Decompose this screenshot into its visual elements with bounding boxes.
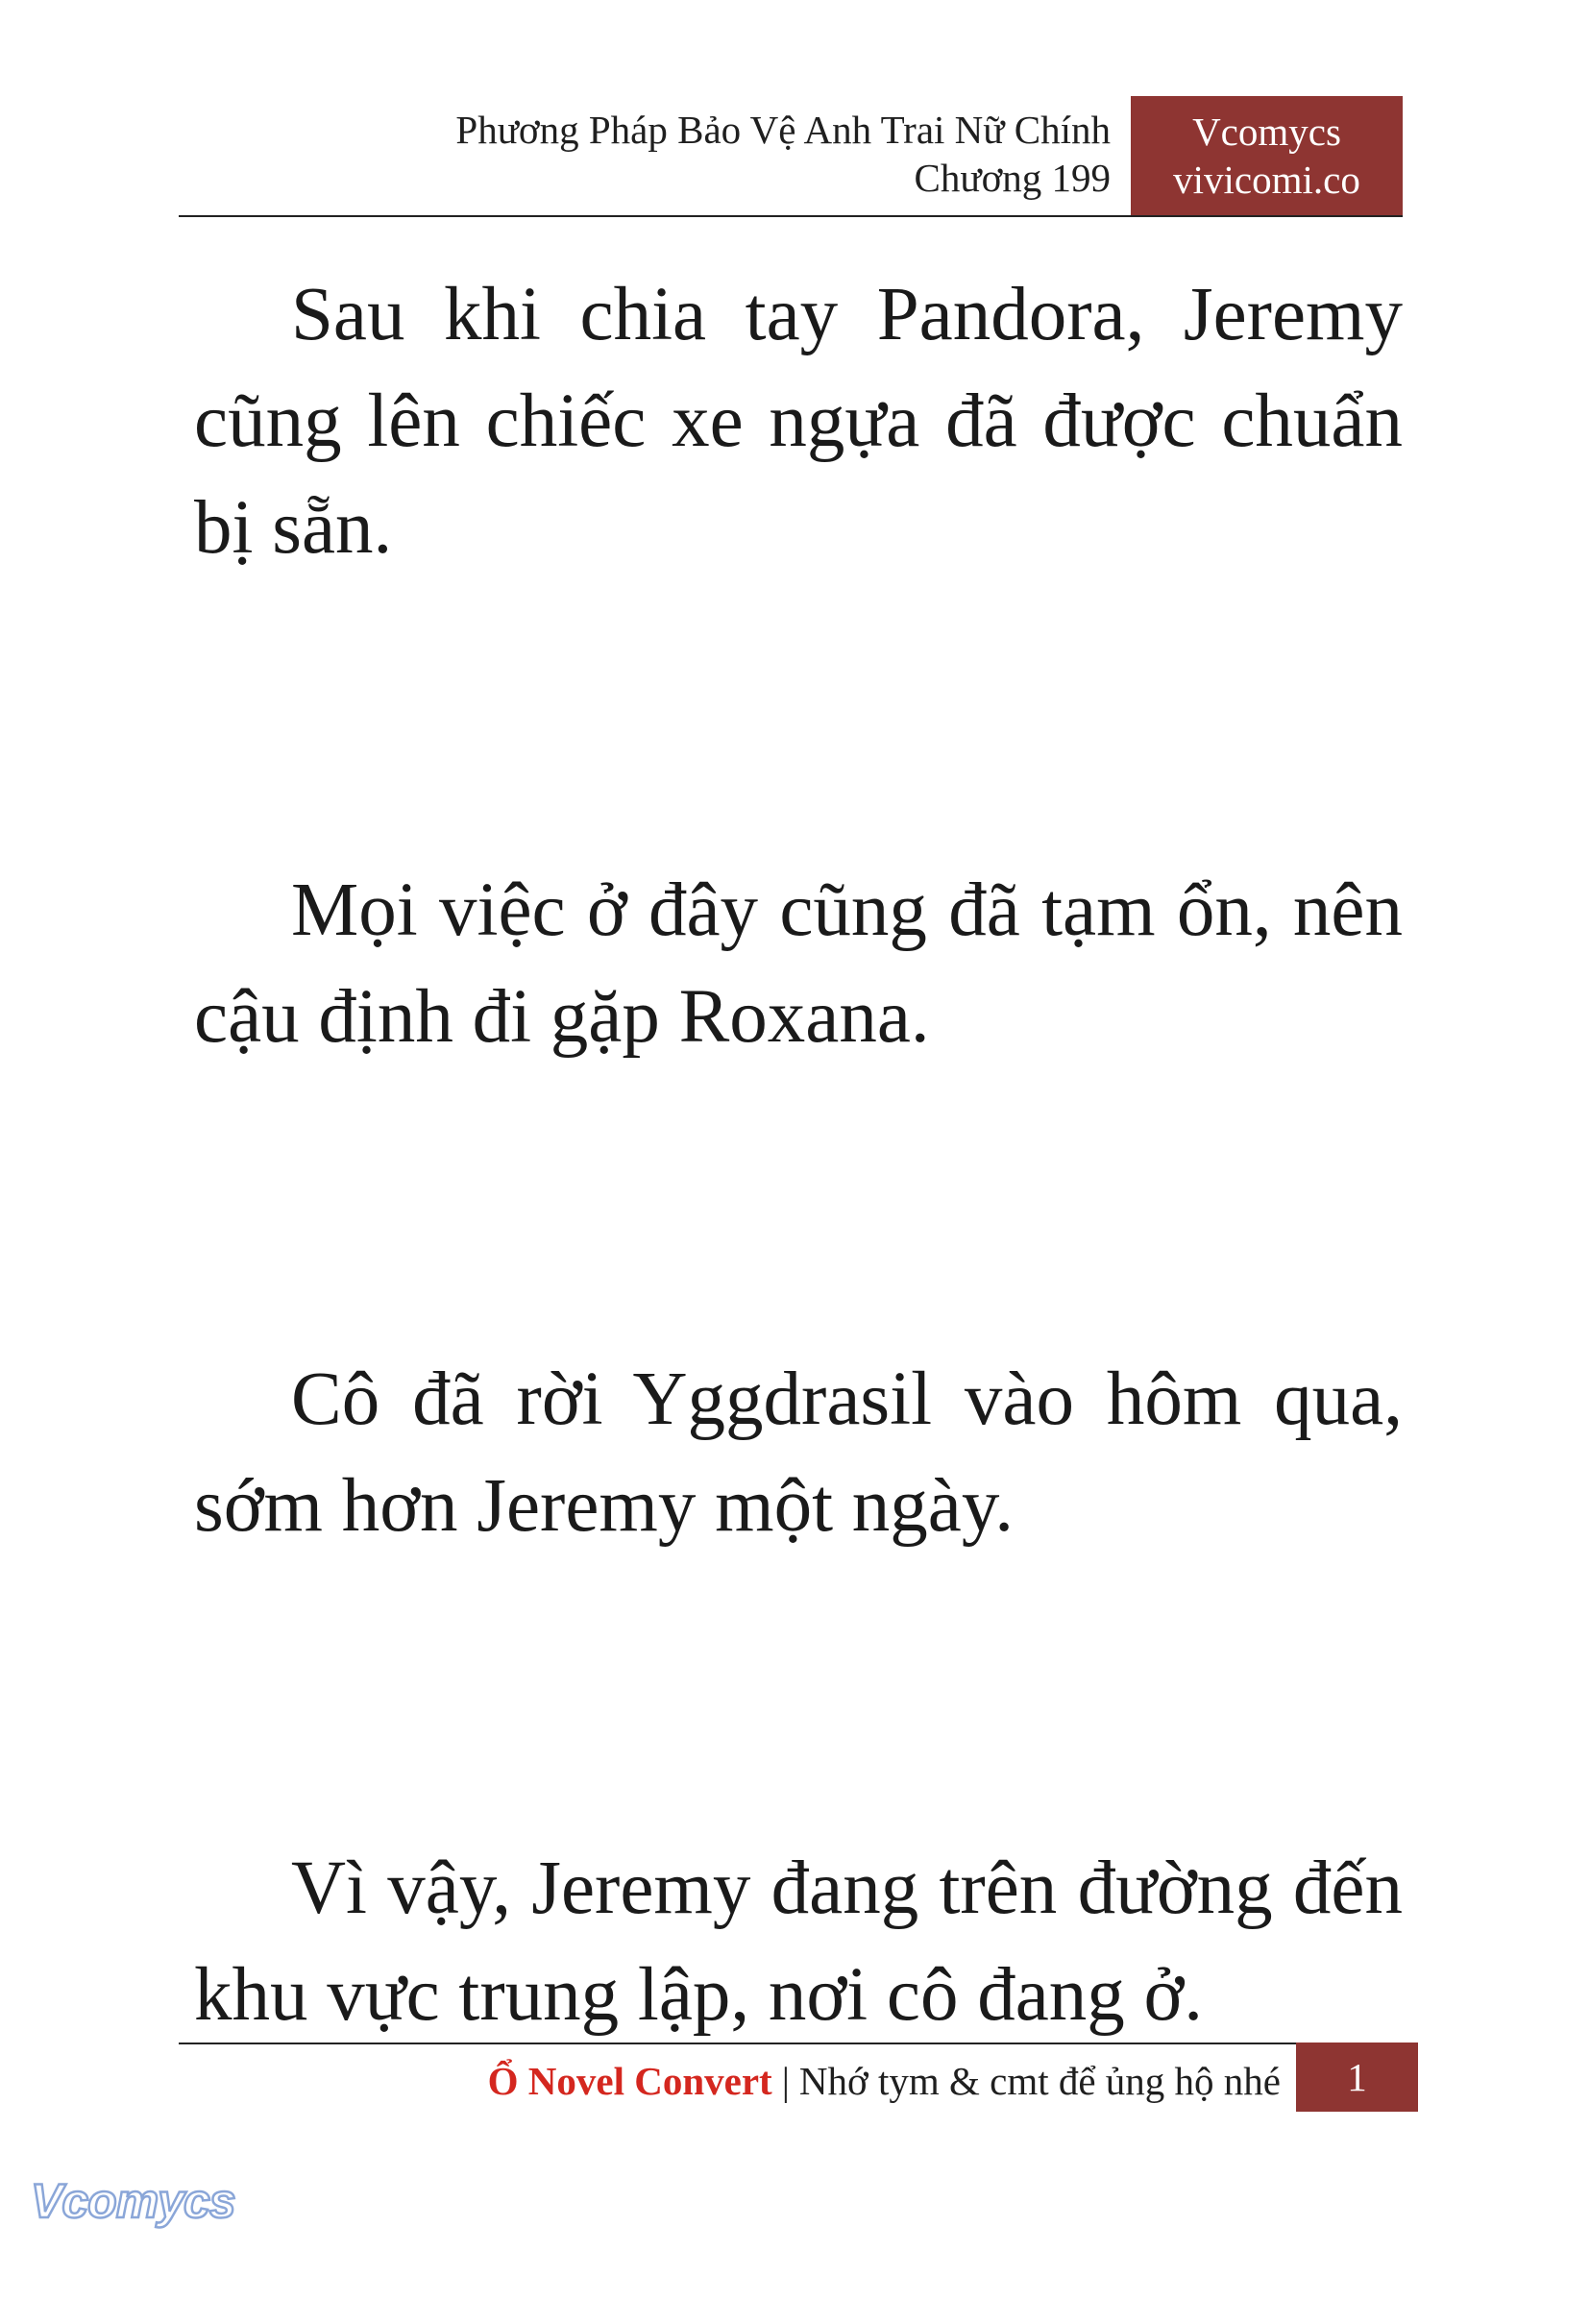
paragraph: Mọi việc ở đây cũng đã tạm ổn, nên cậu định đi gặp Roxana.: [194, 868, 1403, 1059]
site-url: vivicomi.co: [1173, 158, 1360, 202]
book-title: Phương Pháp Bảo Vệ Anh Trai Nữ Chính: [455, 108, 1111, 152]
footer-divider: [179, 2043, 1418, 2044]
vcomycs-logo-text: Vcomycs: [31, 2174, 235, 2228]
site-name: Vcomycs: [1192, 110, 1341, 154]
header-divider: [179, 215, 1403, 217]
vcomycs-logo: [29, 2173, 250, 2231]
paragraph: Cô đã rời Yggdrasil vào hôm qua, sớm hơn Jeremy một ngày.: [194, 1358, 1403, 1548]
header-title-block: [455, 106, 1111, 202]
footer-separator: |: [781, 2059, 790, 2103]
paragraph: Vì vậy, Jeremy đang trên đường đến khu vực trung lập, nơi cô đang ở.: [194, 1847, 1403, 2037]
chapter-label: Chương 199: [914, 156, 1111, 200]
page-footer: [488, 2054, 1281, 2108]
site-badge: [1131, 96, 1403, 216]
footer-brand: Ổ Novel Convert: [487, 2059, 772, 2103]
paragraph: Sau khi chia tay Pandora, Jeremy cũng lên chiếc xe ngựa đã được chuẩn bị sẵn.: [194, 273, 1403, 570]
chapter-body: [194, 261, 1403, 2324]
page-header: [179, 96, 1403, 216]
footer-message: Nhớ tym & cmt để ủng hộ nhé: [798, 2059, 1281, 2103]
page-number: 1: [1296, 2043, 1418, 2112]
